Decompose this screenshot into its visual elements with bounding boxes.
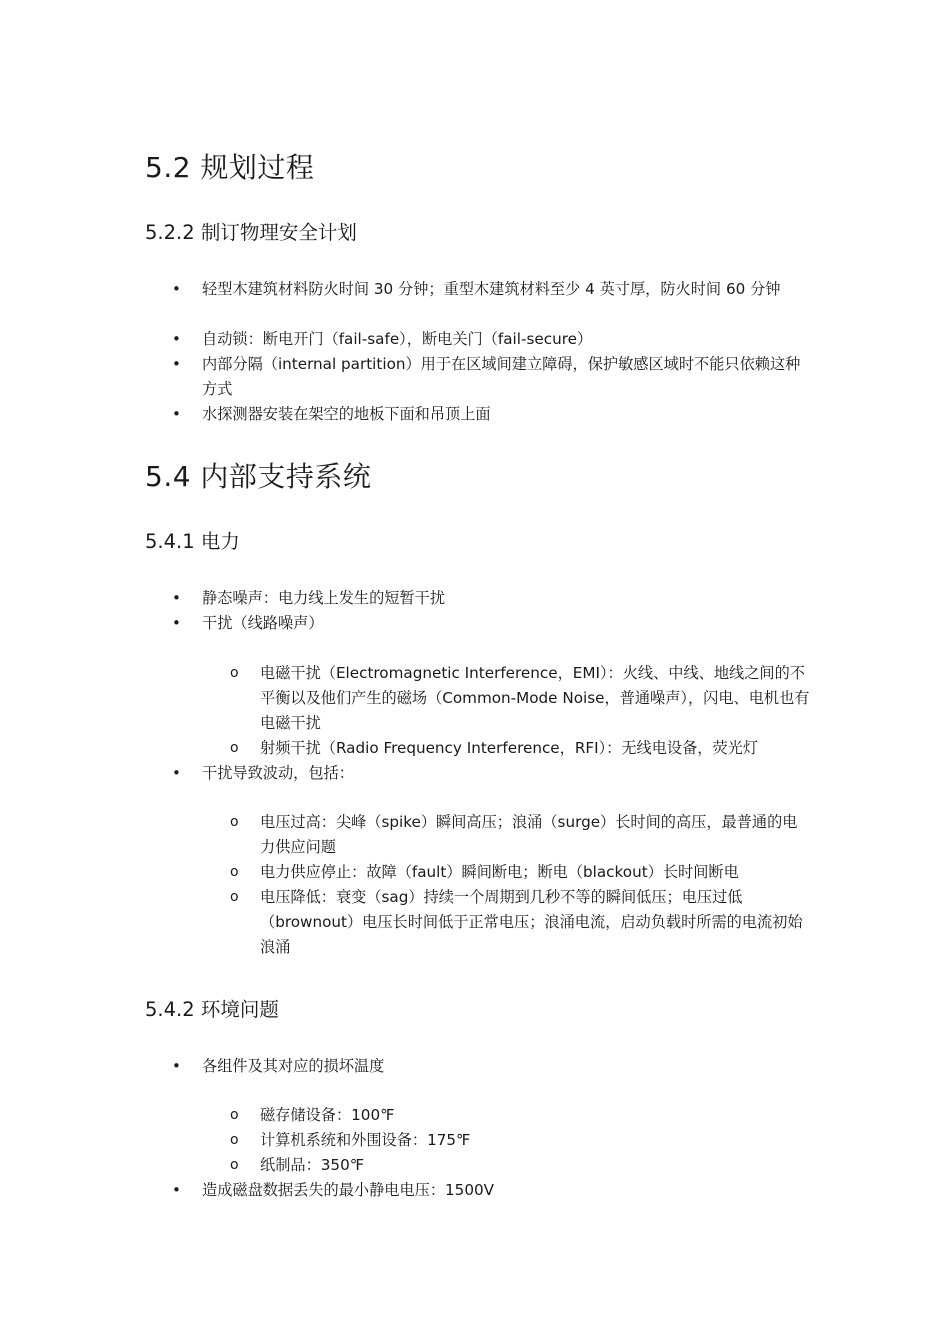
sub-bullet-icon: o (230, 864, 239, 880)
sub-bullet-icon: o (230, 1157, 239, 1173)
sub-bullet-icon: o (230, 665, 239, 681)
bullet-icon: • (172, 405, 181, 423)
sub-list-item: o 电力供应停止：故障（fault）瞬间断电；断电（blackout）长时间断电 (260, 860, 810, 885)
bullet-icon: • (172, 589, 181, 607)
list-item: • 各组件及其对应的损坏温度 (202, 1054, 810, 1079)
bullet-icon: • (172, 355, 181, 373)
list-item: • 内部分隔（internal partition）用于在区域间建立障碍，保护敏感区域时不能只依赖这种方式 (202, 352, 810, 402)
bullet-icon: • (172, 1057, 181, 1075)
list-item: • 水探测器安装在架空的地板下面和吊顶上面 (202, 402, 810, 427)
sub-bullet-icon: o (230, 1107, 239, 1123)
list-item: • 自动锁：断电开门（fail-safe），断电关门（fail-secure） (202, 327, 810, 352)
sub-list-item: o 计算机系统和外围设备：175℉ (260, 1128, 810, 1153)
sub-bullet-icon: o (230, 740, 239, 756)
sub-bullet-icon: o (230, 1132, 239, 1148)
sub-list-item: o 射频干扰（Radio Frequency Interference，RFI）：无线电设备，荧光灯 (260, 736, 810, 761)
sub-bullet-icon: o (230, 814, 239, 830)
heading-5-4-2: 5.4.2 环境问题 (145, 998, 279, 1021)
sub-list-item: o 磁存储设备：100℉ (260, 1103, 810, 1128)
sub-bullet-icon: o (230, 889, 239, 905)
heading-5-4: 5.4 内部支持系统 (145, 460, 372, 493)
bullet-icon: • (172, 764, 181, 782)
list-item: • 干扰（线路噪声） (202, 611, 810, 636)
list-item: • 干扰导致波动，包括： (202, 761, 810, 786)
heading-5-2-2: 5.2.2 制订物理安全计划 (145, 221, 357, 244)
sub-list-item: o 电压过高：尖峰（spike）瞬间高压；浪涌（surge）长时间的高压，最普通的电力供应问题 (260, 810, 810, 860)
bullet-icon: • (172, 614, 181, 632)
heading-5-2: 5.2 规划过程 (145, 151, 315, 184)
sub-list-item: o 电压降低：衰变（sag）持续一个周期到几秒不等的瞬间低压；电压过低（brownout）电压长时间低于正常电压；浪涌电流，启动负载时所需的电流初始浪涌 (260, 885, 810, 960)
list-item: • 造成磁盘数据丢失的最小静电电压：1500V (202, 1178, 810, 1203)
bullet-icon: • (172, 330, 181, 348)
list-item: • 轻型木建筑材料防火时间 30 分钟；重型木建筑材料至少 4 英寸厚，防火时间 60 分钟 (202, 277, 810, 302)
bullet-icon: • (172, 280, 181, 298)
bullet-icon: • (172, 1181, 181, 1199)
sub-list-item: o 电磁干扰（Electromagnetic Interference，EMI）：火线、中线、地线之间的不平衡以及他们产生的磁场（Common-Mode Noise，普通噪声），闪电、电机也有电磁干扰 (260, 661, 810, 736)
list-item: • 静态噪声：电力线上发生的短暂干扰 (202, 586, 810, 611)
heading-5-4-1: 5.4.1 电力 (145, 530, 240, 553)
sub-list-item: o 纸制品：350℉ (260, 1153, 810, 1178)
